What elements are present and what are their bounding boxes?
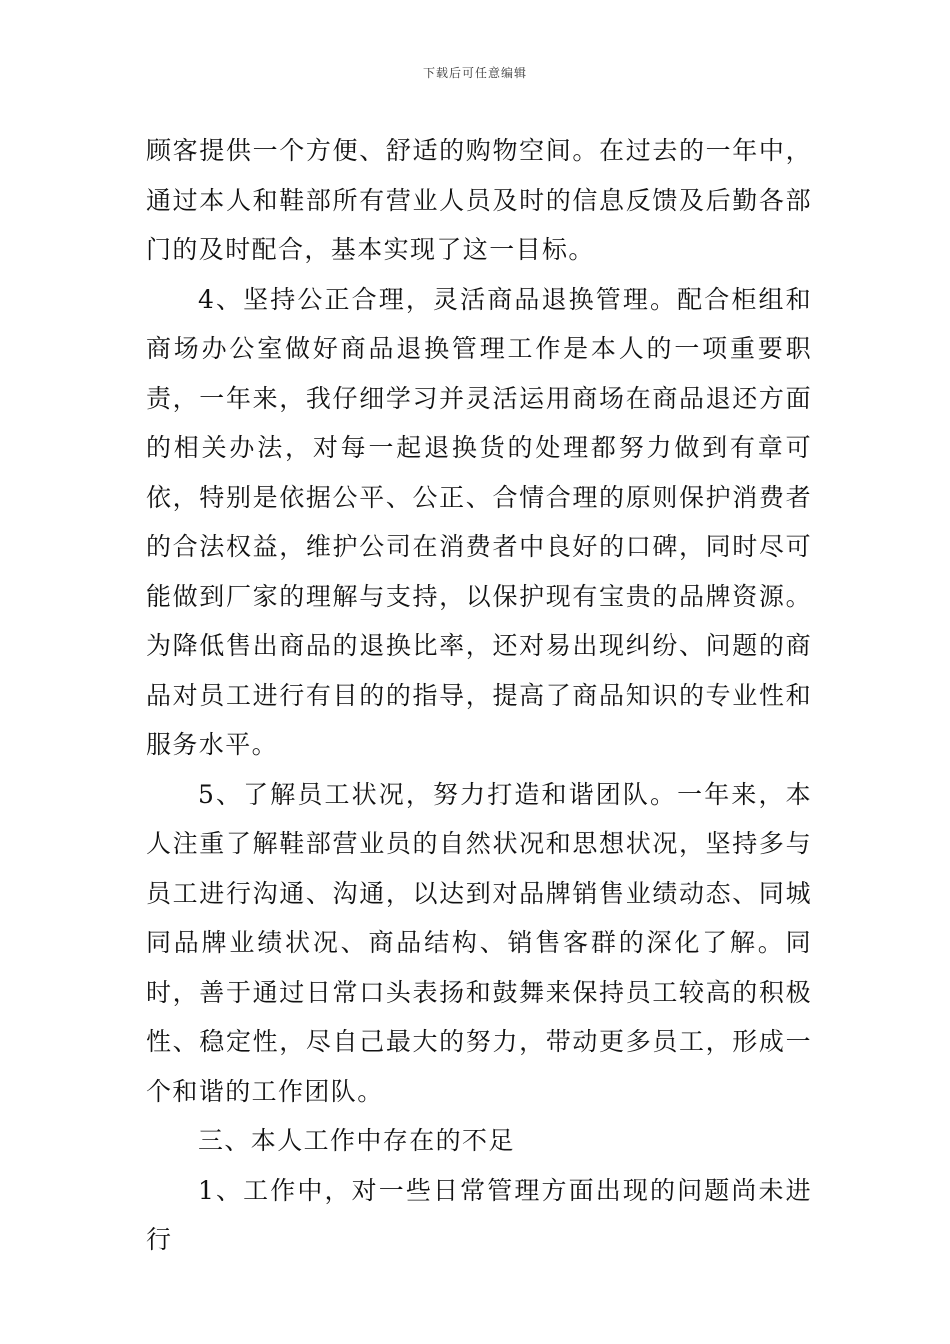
- page-header: 下载后可任意编辑: [422, 66, 527, 80]
- document-body: [146, 126, 812, 1265]
- paragraph-item-4: 4、坚持公正合理，灵活商品退换管理。配合柜组和商场办公室做好商品退换管理工作是本人的一项重要职责，一年来，我仔细学习并灵活运用商场在商品退还方面的相关办法，对每一起退换货的处理都努力做到有章可依，特别是依据公平、公正、合情合理的原则保护消费者的合法权益，维护公司在消费者中良好的口碑，同时尽可能做到厂家的理解与支持，以保护现有宝贵的品牌资源。为降低售出商品的退换比率，还对易出现纠纷、问题的商品对员工进行有目的的指导，提高了商品知识的专业性和服务水平。: [146, 284, 812, 759]
- paragraph-item-1: 1、工作中，对一些日常管理方面出现的问题尚未进行: [146, 1175, 812, 1254]
- section-heading-shortcomings: 三、本人工作中存在的不足: [198, 1126, 515, 1155]
- paragraph-continuation: 顾客提供一个方便、舒适的购物空间。在过去的一年中，通过本人和鞋部所有营业人员及时的信息反馈及后勤各部门的及时配合，基本实现了这一目标。: [146, 136, 812, 264]
- paragraph-item-5: 5、了解员工状况，努力打造和谐团队。一年来，本人注重了解鞋部营业员的自然状况和思想状况，坚持多与员工进行沟通、沟通，以达到对品牌销售业绩动态、同城同品牌业绩状况、商品结构、销售客群的深化了解。同时，善于通过日常口头表扬和鼓舞来保持员工较高的积极性、稳定性，尽自己最大的努力，带动更多员工，形成一个和谐的工作团队。: [146, 779, 812, 1106]
